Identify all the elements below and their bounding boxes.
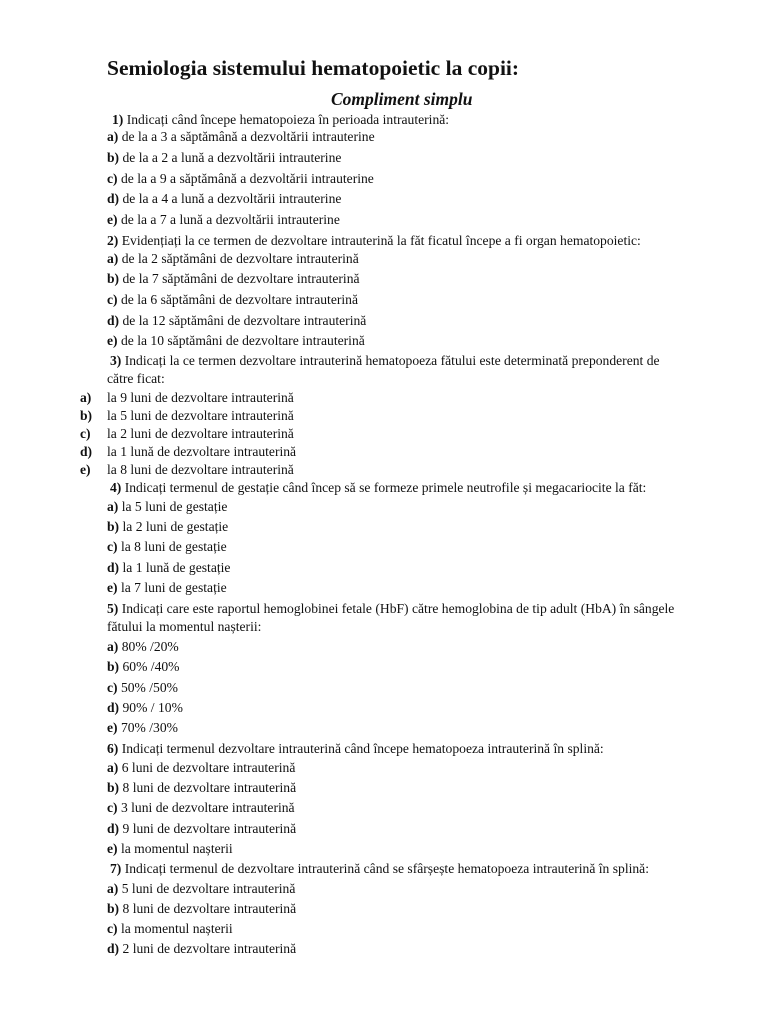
document-subtitle: Compliment simplu [331,89,473,109]
question-6-option-b: b) 8 luni de dezvoltare intrauterină [107,780,297,795]
question-4-option-c: c) la 8 luni de gestație [107,539,227,554]
question-4-option-d: d) la 1 lună de gestație [107,560,231,575]
question-3-continuation: către ficat: [107,371,165,386]
question-5-option-c: c) 50% /50% [107,680,178,695]
question-7: 7) Indicați termenul de dezvoltare intrauterină când se sfârșește hematopoeza intrauterină în splină: [110,861,649,876]
question-4-option-a: a) la 5 luni de gestație [107,499,228,514]
question-6-option-c: c) 3 luni de dezvoltare intrauterină [107,800,295,815]
question-6-option-a: a) 6 luni de dezvoltare intrauterină [107,760,296,775]
question-7-option-a: a) 5 luni de dezvoltare intrauterină [107,881,296,896]
question-2: 2) Evidențiați la ce termen de dezvoltare intrauterină la făt ficatul începe a fi organ hematopoietic: [107,233,641,248]
document-title: Semiologia sistemului hematopoietic la copii: [107,56,520,80]
question-5-option-e: e) 70% /30% [107,720,178,735]
question-4-option-b: b) la 2 luni de gestație [107,519,229,534]
question-6-option-e: e) la momentul nașterii [107,841,233,856]
question-6-option-d: d) 9 luni de dezvoltare intrauterină [107,821,297,836]
question-7-option-d: d) 2 luni de dezvoltare intrauterină [107,941,297,956]
question-1-option-b: b) de la a 2 a lună a dezvoltării intrauterine [107,150,342,165]
question-2-option-a: a) de la 2 săptămâni de dezvoltare intrauterină [107,251,359,266]
question-1-option-d: d) de la a 4 a lună a dezvoltării intrauterine [107,191,342,206]
question-7-option-c: c) la momentul nașterii [107,921,233,936]
question-4: 4) Indicați termenul de gestație când încep să se formeze primele neutrofile și megacariocite la făt: [110,480,647,495]
question-5-option-b: b) 60% /40% [107,659,180,674]
question-1-option-a: a) de la a 3 a săptămână a dezvoltării intrauterine [107,129,375,144]
question-2-option-b: b) de la 7 săptămâni de dezvoltare intrauterină [107,271,360,286]
question-1: 1) Indicați când începe hematopoieza în perioada intrauterină: [112,112,450,127]
question-2-option-e: e) de la 10 săptămâni de dezvoltare intrauterină [107,333,365,348]
question-5-option-a: a) 80% /20% [107,639,179,654]
question-5-continuation: fătului la momentul nașterii: [107,619,262,634]
question-2-option-c: c) de la 6 săptămâni de dezvoltare intrauterină [107,292,358,307]
question-4-option-e: e) la 7 luni de gestație [107,580,227,595]
question-2-option-d: d) de la 12 săptămâni de dezvoltare intrauterină [107,313,367,328]
question-5-option-d: d) 90% / 10% [107,700,183,715]
question-1-option-c: c) de la a 9 a săptămână a dezvoltării intrauterine [107,171,374,186]
question-1-option-e: e) de la a 7 a lună a dezvoltării intrauterine [107,212,340,227]
question-7-option-b: b) 8 luni de dezvoltare intrauterină [107,901,297,916]
question-5: 5) Indicați care este raportul hemoglobinei fetale (HbF) către hemoglobina de tip adult (HbA) în sângele [107,601,675,616]
question-3: 3) Indicați la ce termen dezvoltare intrauterină hematopoeza fătului este determinată preponderent de [110,353,660,368]
document-page: Semiologia sistemului hematopoietic la copii: Compliment simplu 1) Indicați când începe hematopoieza în perioada intrauterină: a) de la a 3 a săptămână a dezvoltării intrauterine b) de la a 2 a lună a dezvoltării intrauterine c) de la a 9 a săptămână a dezvoltării intrauterine d) de la a 4 a lună a dezvoltării intrauterine e) de la a 7 a lună a dezvoltării intrauterine 2) Evidențiați la ce termen de dezvoltare intrauterină la făt ficatul începe a fi organ hematopoietic: a) de la 2 săptămâni de dezvoltare intrauterină b) de la 7 săptămâni de dezvoltare intrauterină c) de la 6 săptămâni de dezvoltare intrauterină d) de la 12 săptămâni de dezvoltare intrauterină e) de la 10 săptămâni de dezvoltare intrauterină 3) Indicați la ce termen dezvoltare intrauterină hematopoeza fătului este determinată preponderent de către ficat: a) la 9 luni de dezvoltare intrauterină b) la 5 luni de dezvoltare intrauterină c) la 2 luni de dezvoltare intrauterină d) la 1 lună de dezvoltare intrauterină e) la 8 luni de dezvoltare intrauterină 4) Indicați termenul de gestație când încep să se formeze primele neutrofile și megacariocite la făt: a) la 5 luni de gestație b) la 2 luni de gestație c) la 8 luni de gestație d) la 1 lună de gestație e) la 7 luni de gestație 5) Indicați care este raportul hemoglobinei fetale (HbF) către hemoglobina de tip adult (HbA) în sângele fătului la momentul nașterii: a) 80% /20% b) 60% /40% c) 50% /50% d) 90% / 10% e) 70% /30% 6) Indicați termenul dezvoltare intrauterină când începe hematopoeza intrauterină în splină: a) 6 luni de dezvoltare intrauterină b) 8 luni de dezvoltare intrauterină c) 3 luni de dezvoltare intrauterină d) 9 luni de dezvoltare intrauterină e) la momentul nașterii 7) Indicați termenul de dezvoltare intrauterină când se sfârșește hematopoeza intrauterină în splină: a) 5 luni de dezvoltare intrauterină b) 8 luni de dezvoltare intrauterină c) la momentul nașterii d) 2 luni de dezvoltare intrauterină [80,56,675,956]
question-6: 6) Indicați termenul dezvoltare intrauterină când începe hematopoeza intrauterină în splină: [107,741,604,756]
